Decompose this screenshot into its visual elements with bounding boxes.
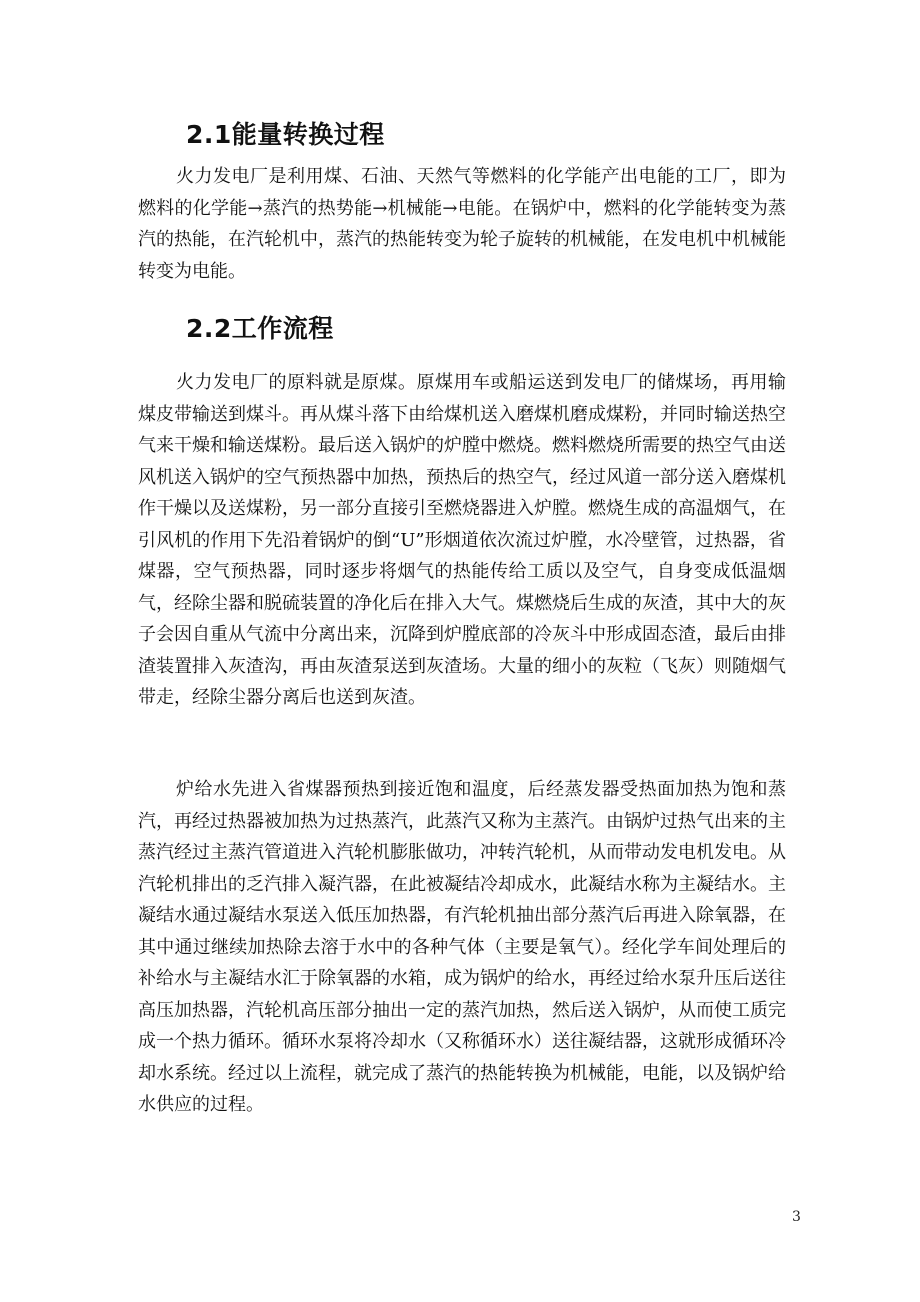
section-heading-2-2: 2.2工作流程 <box>186 314 334 343</box>
paragraph-energy-conversion: 火力发电厂是利用煤、石油、天然气等燃料的化学能产出电能的工厂，即为燃料的化学能→蒸汽的热势能→机械能→电能。在锅炉中，燃料的化学能转变为蒸汽的热能，在汽轮机中，蒸汽的热能转变为轮子旋转的机械能，在发电机中机械能转变为电能。 <box>138 166 786 282</box>
paragraph-water-steam-cycle: 炉给水先进入省煤器预热到接近饱和温度，后经蒸发器受热面加热为饱和蒸汽，再经过热器被加热为过热蒸汽，此蒸汽又称为主蒸汽。由锅炉过热气出来的主蒸汽经过主蒸汽管道进入汽轮机膨胀做功，冲转汽轮机，从而带动发电机发电。从汽轮机排出的乏汽排入凝汽器，在此被凝结冷却成水，此凝结水称为主凝结水。主凝结水通过凝结水泵送入低压加热器，有汽轮机抽出部分蒸汽后再进入除氧器，在其中通过继续加热除去溶于水中的各种气体（主要是氧气）。经化学车间处理后的补给水与主凝结水汇于除氧器的水箱，成为锅炉的给水，再经过给水泵升压后送往高压加热器，汽轮机高压部分抽出一定的蒸汽加热，然后送入锅炉，从而使工质完成一个热力循环。循环水泵将冷却水（又称循环水）送往凝结器，这就形成循环冷却水系统。经过以上流程，就完成了蒸汽的热能转换为机械能，电能，以及锅炉给水供应的过程。 <box>138 779 786 1115</box>
page-number: 3 <box>792 1209 801 1225</box>
section-heading-2-1: 2.1能量转换过程 <box>186 120 385 149</box>
paragraph-coal-and-flue-gas-flow: 火力发电厂的原料就是原煤。原煤用车或船运送到发电厂的储煤场，再用输煤皮带输送到煤斗。再从煤斗落下由给煤机送入磨煤机磨成煤粉，并同时输送热空气来干燥和输送煤粉。最后送入锅炉的炉膛中燃烧。燃料燃烧所需要的热空气由送风机送入锅炉的空气预热器中加热，预热后的热空气，经过风道一部分送入磨煤机作干燥以及送煤粉，另一部分直接引至燃烧器进入炉膛。燃烧生成的高温烟气，在引风机的作用下先沿着锅炉的倒“U”形烟道依次流过炉膛，水冷壁管，过热器，省煤器，空气预热器，同时逐步将烟气的热能传给工质以及空气，自身变成低温烟气，经除尘器和脱硫装置的净化后在排入大气。煤燃烧后生成的灰渣，其中大的灰子会因自重从气流中分离出来，沉降到炉膛底部的冷灰斗中形成固态渣，最后由排渣装置排入灰渣沟，再由灰渣泵送到灰渣场。大量的细小的灰粒（飞灰）则随烟气带走，经除尘器分离后也送到灰渣。 <box>138 372 786 708</box>
